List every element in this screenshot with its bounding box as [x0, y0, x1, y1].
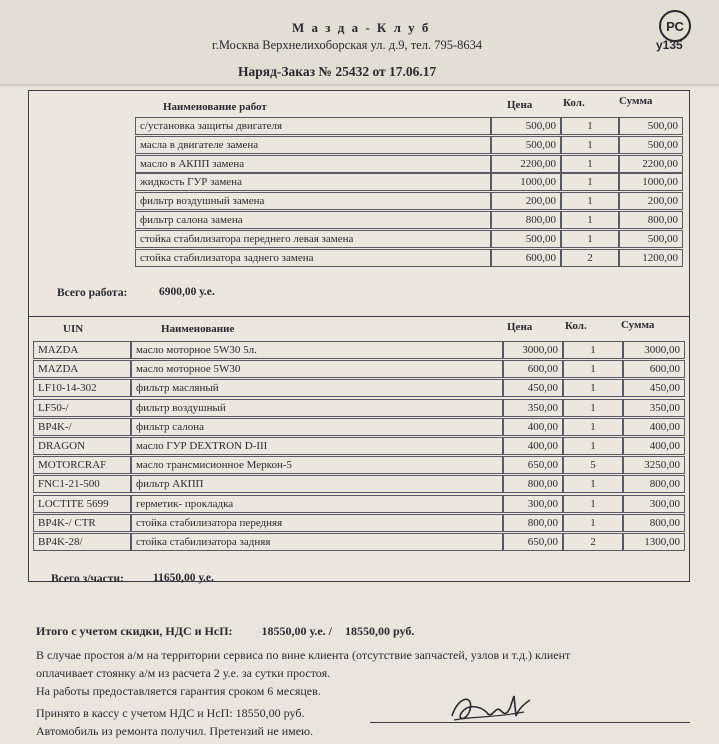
work-sum: 500,00 [619, 136, 683, 154]
table-row [29, 437, 689, 455]
table-row [29, 475, 689, 493]
order-label: Наряд-Заказ № [238, 64, 332, 79]
parts-header-uin: UIN [63, 323, 84, 335]
work-price: 800,00 [491, 211, 561, 229]
work-name: жидкость ГУР замена [135, 173, 491, 191]
work-name: стойка стабилизатора переднего левая замена [135, 230, 491, 248]
part-price: 600,00 [503, 360, 563, 378]
table-row [29, 230, 689, 248]
part-uin: BP4K-/ CTR [33, 514, 131, 532]
part-sum: 600,00 [623, 360, 685, 378]
part-uin: BP4K-28/ [33, 533, 131, 551]
work-name: фильтр воздушный замена [135, 192, 491, 210]
part-price: 400,00 [503, 437, 563, 455]
table-row [29, 173, 689, 191]
part-qty: 1 [563, 360, 623, 378]
grand-total-ue: 18550,00 у.е. / [261, 624, 333, 638]
part-qty: 1 [563, 418, 623, 436]
work-price: 200,00 [491, 192, 561, 210]
parts-header-price: Цена [507, 321, 533, 333]
table-row [29, 360, 689, 378]
work-qty: 1 [561, 192, 619, 210]
table-row [29, 192, 689, 210]
part-sum: 1300,00 [623, 533, 685, 551]
grand-total-label: Итого с учетом скидки, НДС и НсП: [36, 624, 233, 638]
parts-table [28, 316, 690, 585]
parts-total-value: 11650,00 у.е. [153, 572, 214, 584]
club-name: М а з д а - К л у б [292, 20, 431, 35]
note-warranty: На работы предоставляется гарантия сроком 6 месяцев. [36, 684, 321, 698]
table-row [29, 136, 689, 154]
work-name: фильтр салона замена [135, 211, 491, 229]
part-name: стойка стабилизатора передняя [131, 514, 503, 532]
work-price: 600,00 [491, 249, 561, 267]
part-uin: LOCTITE 5699 [33, 495, 131, 513]
part-name: масло моторное 5W30 5л. [131, 341, 503, 359]
club-address: г.Москва Верхнелихоборская ул. д.9, тел. 795-8634 [212, 38, 483, 52]
order-title [238, 64, 436, 80]
work-price: 2200,00 [491, 155, 561, 173]
part-uin: MAZDA [33, 360, 131, 378]
work-name: масла в двигателе замена [135, 136, 491, 154]
part-price: 650,00 [503, 456, 563, 474]
work-qty: 2 [561, 249, 619, 267]
part-sum: 400,00 [623, 418, 685, 436]
work-sum: 1000,00 [619, 173, 683, 191]
table-row [29, 495, 689, 513]
order-date: 17.06.17 [389, 64, 437, 79]
table-row [29, 399, 689, 417]
part-name: стойка стабилизатора задняя [131, 533, 503, 551]
part-sum: 3000,00 [623, 341, 685, 359]
works-header-price: Цена [507, 99, 533, 111]
part-uin: MOTORCRAF [33, 456, 131, 474]
work-sum: 800,00 [619, 211, 683, 229]
table-row [29, 514, 689, 532]
cash-received: Принято в кассу с учетом НДС и НсП: 18550,00 руб. [36, 706, 305, 720]
part-price: 450,00 [503, 379, 563, 397]
work-qty: 1 [561, 117, 619, 135]
note-downtime: В случае простоя а/м на территории сервиса по вине клиента (отсутствие запчастей, узлов и т.д.) клиент [36, 648, 571, 662]
works-total-label: Всего работа: [57, 287, 128, 299]
part-sum: 800,00 [623, 475, 685, 493]
table-row [29, 418, 689, 436]
part-price: 300,00 [503, 495, 563, 513]
part-qty: 2 [563, 533, 623, 551]
logo-text: РС [666, 19, 684, 34]
work-qty: 1 [561, 173, 619, 191]
part-uin: LF10-14-302 [33, 379, 131, 397]
work-qty: 1 [561, 230, 619, 248]
part-price: 400,00 [503, 418, 563, 436]
part-name: масло трансмисионное Меркон-5 [131, 456, 503, 474]
parts-header-sum: Сумма [621, 319, 655, 331]
table-row [29, 211, 689, 229]
work-sum: 500,00 [619, 230, 683, 248]
table-row [29, 155, 689, 173]
signature-icon [444, 686, 534, 730]
work-name: стойка стабилизатора заднего замена [135, 249, 491, 267]
work-name: с/установка защиты двигателя [135, 117, 491, 135]
table-row [29, 341, 689, 359]
part-name: масло ГУР DEXTRON D-III [131, 437, 503, 455]
logo-code: у135 [656, 38, 683, 52]
part-price: 800,00 [503, 514, 563, 532]
part-qty: 1 [563, 399, 623, 417]
work-price: 500,00 [491, 117, 561, 135]
part-uin: MAZDA [33, 341, 131, 359]
part-qty: 1 [563, 341, 623, 359]
grand-total-rub: 18550,00 руб. [345, 624, 415, 638]
table-row [29, 117, 689, 135]
part-qty: 1 [563, 379, 623, 397]
part-uin: FNC1-21-500 [33, 475, 131, 493]
table-row [29, 379, 689, 397]
part-price: 800,00 [503, 475, 563, 493]
part-uin: BP4K-/ [33, 418, 131, 436]
part-sum: 300,00 [623, 495, 685, 513]
note-parking: оплачивает стоянку а/м из расчета 2 у.е. за сутки простоя. [36, 666, 331, 680]
work-sum: 1200,00 [619, 249, 683, 267]
grand-total-line [36, 624, 414, 639]
table-row [29, 533, 689, 551]
work-qty: 1 [561, 136, 619, 154]
part-sum: 3250,00 [623, 456, 685, 474]
part-sum: 400,00 [623, 437, 685, 455]
part-uin: LF50-/ [33, 399, 131, 417]
part-qty: 1 [563, 495, 623, 513]
work-sum: 2200,00 [619, 155, 683, 173]
part-name: фильтр масляный [131, 379, 503, 397]
part-qty: 1 [563, 514, 623, 532]
works-header-qty: Кол. [563, 97, 585, 109]
table-row [29, 249, 689, 267]
part-name: фильтр воздушный [131, 399, 503, 417]
car-received: Автомобиль из ремонта получил. Претензий не имею. [36, 724, 314, 738]
part-sum: 350,00 [623, 399, 685, 417]
part-qty: 1 [563, 437, 623, 455]
part-name: фильтр салона [131, 418, 503, 436]
works-header-sum: Сумма [619, 95, 653, 107]
works-header-name: Наименование работ [163, 101, 267, 113]
part-price: 350,00 [503, 399, 563, 417]
part-name: масло моторное 5W30 [131, 360, 503, 378]
works-table [28, 90, 690, 318]
work-sum: 200,00 [619, 192, 683, 210]
part-sum: 450,00 [623, 379, 685, 397]
part-sum: 800,00 [623, 514, 685, 532]
order-number: 25432 [335, 64, 370, 79]
parts-total-label: Всего з/части: [51, 573, 124, 585]
part-qty: 5 [563, 456, 623, 474]
header-strip [0, 0, 719, 86]
work-price: 500,00 [491, 136, 561, 154]
parts-header-name: Наименование [161, 323, 235, 335]
part-name: фильтр АКПП [131, 475, 503, 493]
parts-header-qty: Кол. [565, 320, 587, 332]
order-date-prefix: от [372, 64, 386, 79]
table-row [29, 456, 689, 474]
part-name: герметик- прокладка [131, 495, 503, 513]
works-total-value: 6900,00 у.е. [159, 286, 215, 298]
work-qty: 1 [561, 211, 619, 229]
work-price: 500,00 [491, 230, 561, 248]
work-name: масло в АКПП замена [135, 155, 491, 173]
part-price: 650,00 [503, 533, 563, 551]
part-price: 3000,00 [503, 341, 563, 359]
work-price: 1000,00 [491, 173, 561, 191]
work-sum: 500,00 [619, 117, 683, 135]
work-qty: 1 [561, 155, 619, 173]
part-uin: DRAGON [33, 437, 131, 455]
part-qty: 1 [563, 475, 623, 493]
